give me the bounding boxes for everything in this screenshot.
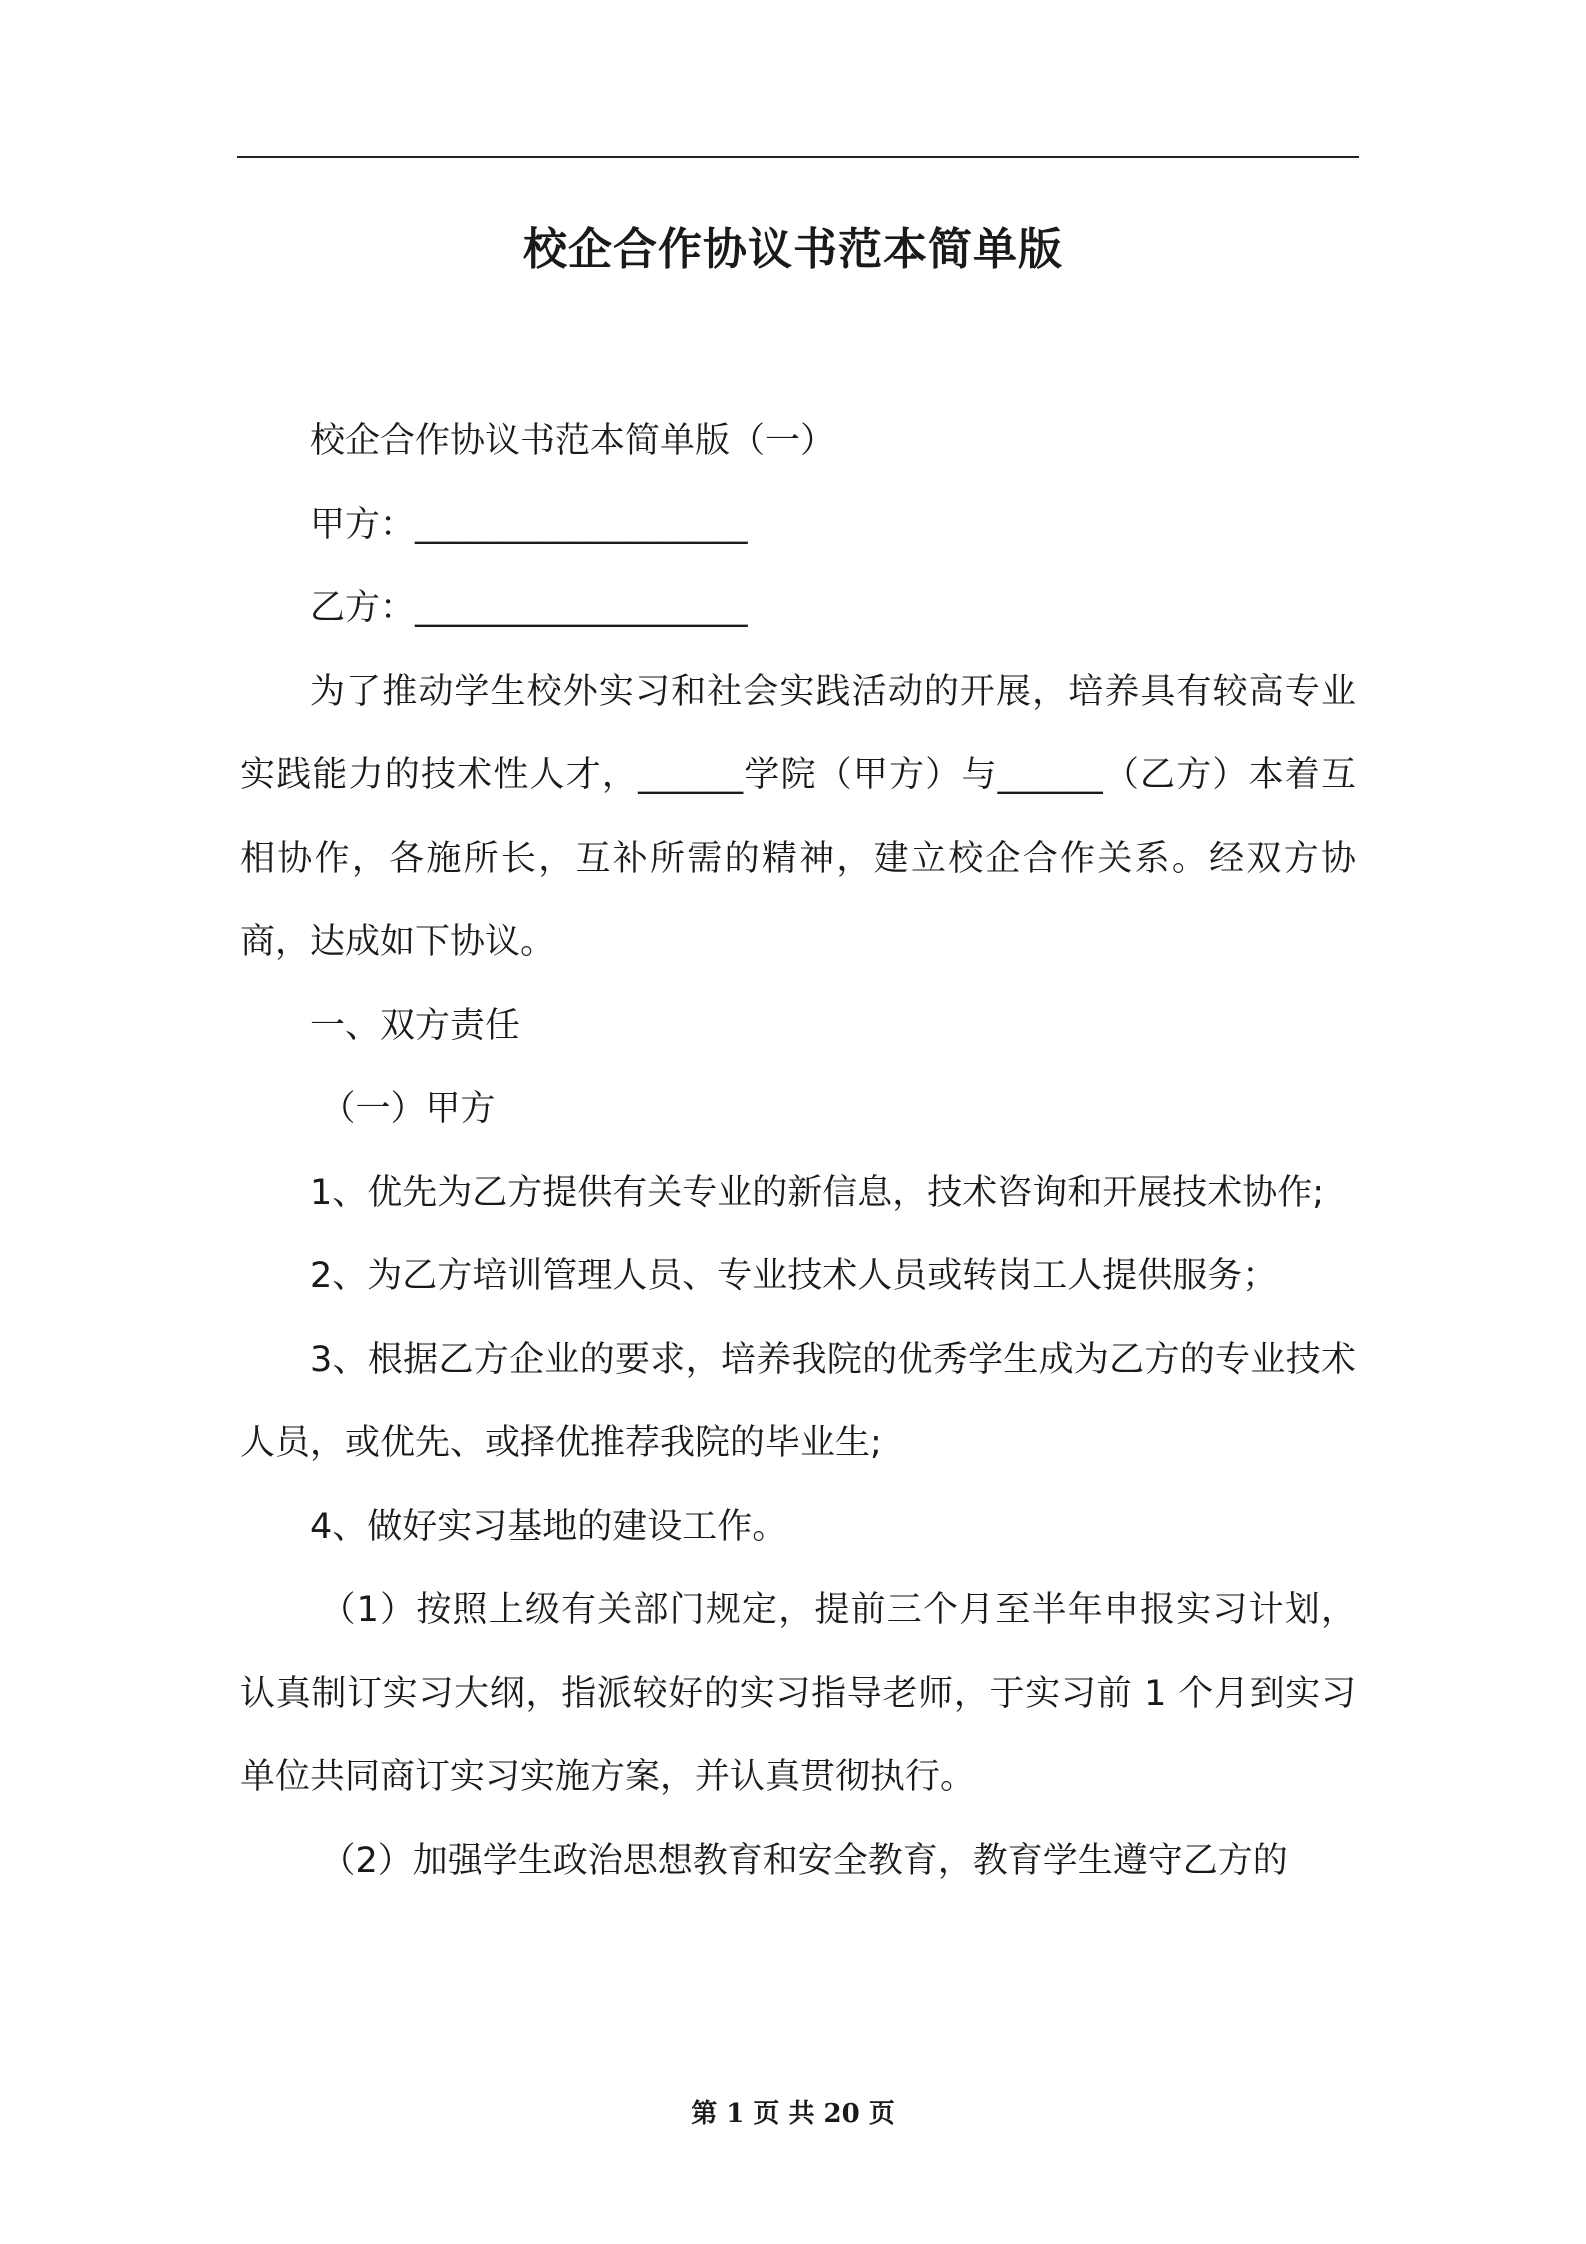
header-rule [237, 156, 1359, 158]
subclause-2: （2）加强学生政治思想教育和安全教育，教育学生遵守乙方的 [320, 1840, 1288, 1881]
document-title: 校企合作协议书范本简单版 [523, 224, 1063, 275]
subclause-1: （1）按照上级有关部门规定，提前三个月至半年申报实习计划，认真制订实习大纲，指派较好的实习指导老师，于实习前 1 个月到实习单位共同商订实习实施方案，并认真贯彻执行。 [240, 1590, 1356, 1797]
party-a-field: 甲方：___________________ [310, 504, 748, 545]
subsection-heading: （一）甲方 [320, 1089, 496, 1129]
page-number-footer: 第 1 页 共 20 页 [691, 2099, 895, 2129]
clause-2: 2、为乙方培训管理人员、专业技术人员或转岗工人提供服务； [310, 1256, 1278, 1296]
party-b-field: 乙方：___________________ [310, 588, 748, 628]
chapter-heading: 一、双方责任 [310, 1005, 521, 1046]
clause-4: 4、做好实习基地的建设工作。 [310, 1506, 788, 1547]
clause-1: 1、优先为乙方提供有关专业的新信息，技术咨询和开展技术协作; [310, 1172, 1325, 1213]
document-body [240, 400, 1356, 1903]
clause-3: 3、根据乙方企业的要求，培养我院的优秀学生成为乙方的专业技术人员，或优先、或择优推荐我院的毕业生; [240, 1339, 1356, 1463]
preamble-paragraph: 为了推动学生校外实习和社会实践活动的开展，培养具有较高专业实践能力的技术性人才，______学院（甲方）与______（乙方）本着互相协作，各施所长，互补所需的精神，建立校企合作关系。经双方协商，达成如下协议。 [240, 671, 1356, 962]
section-heading: 校企合作协议书范本简单版（一） [310, 421, 836, 461]
